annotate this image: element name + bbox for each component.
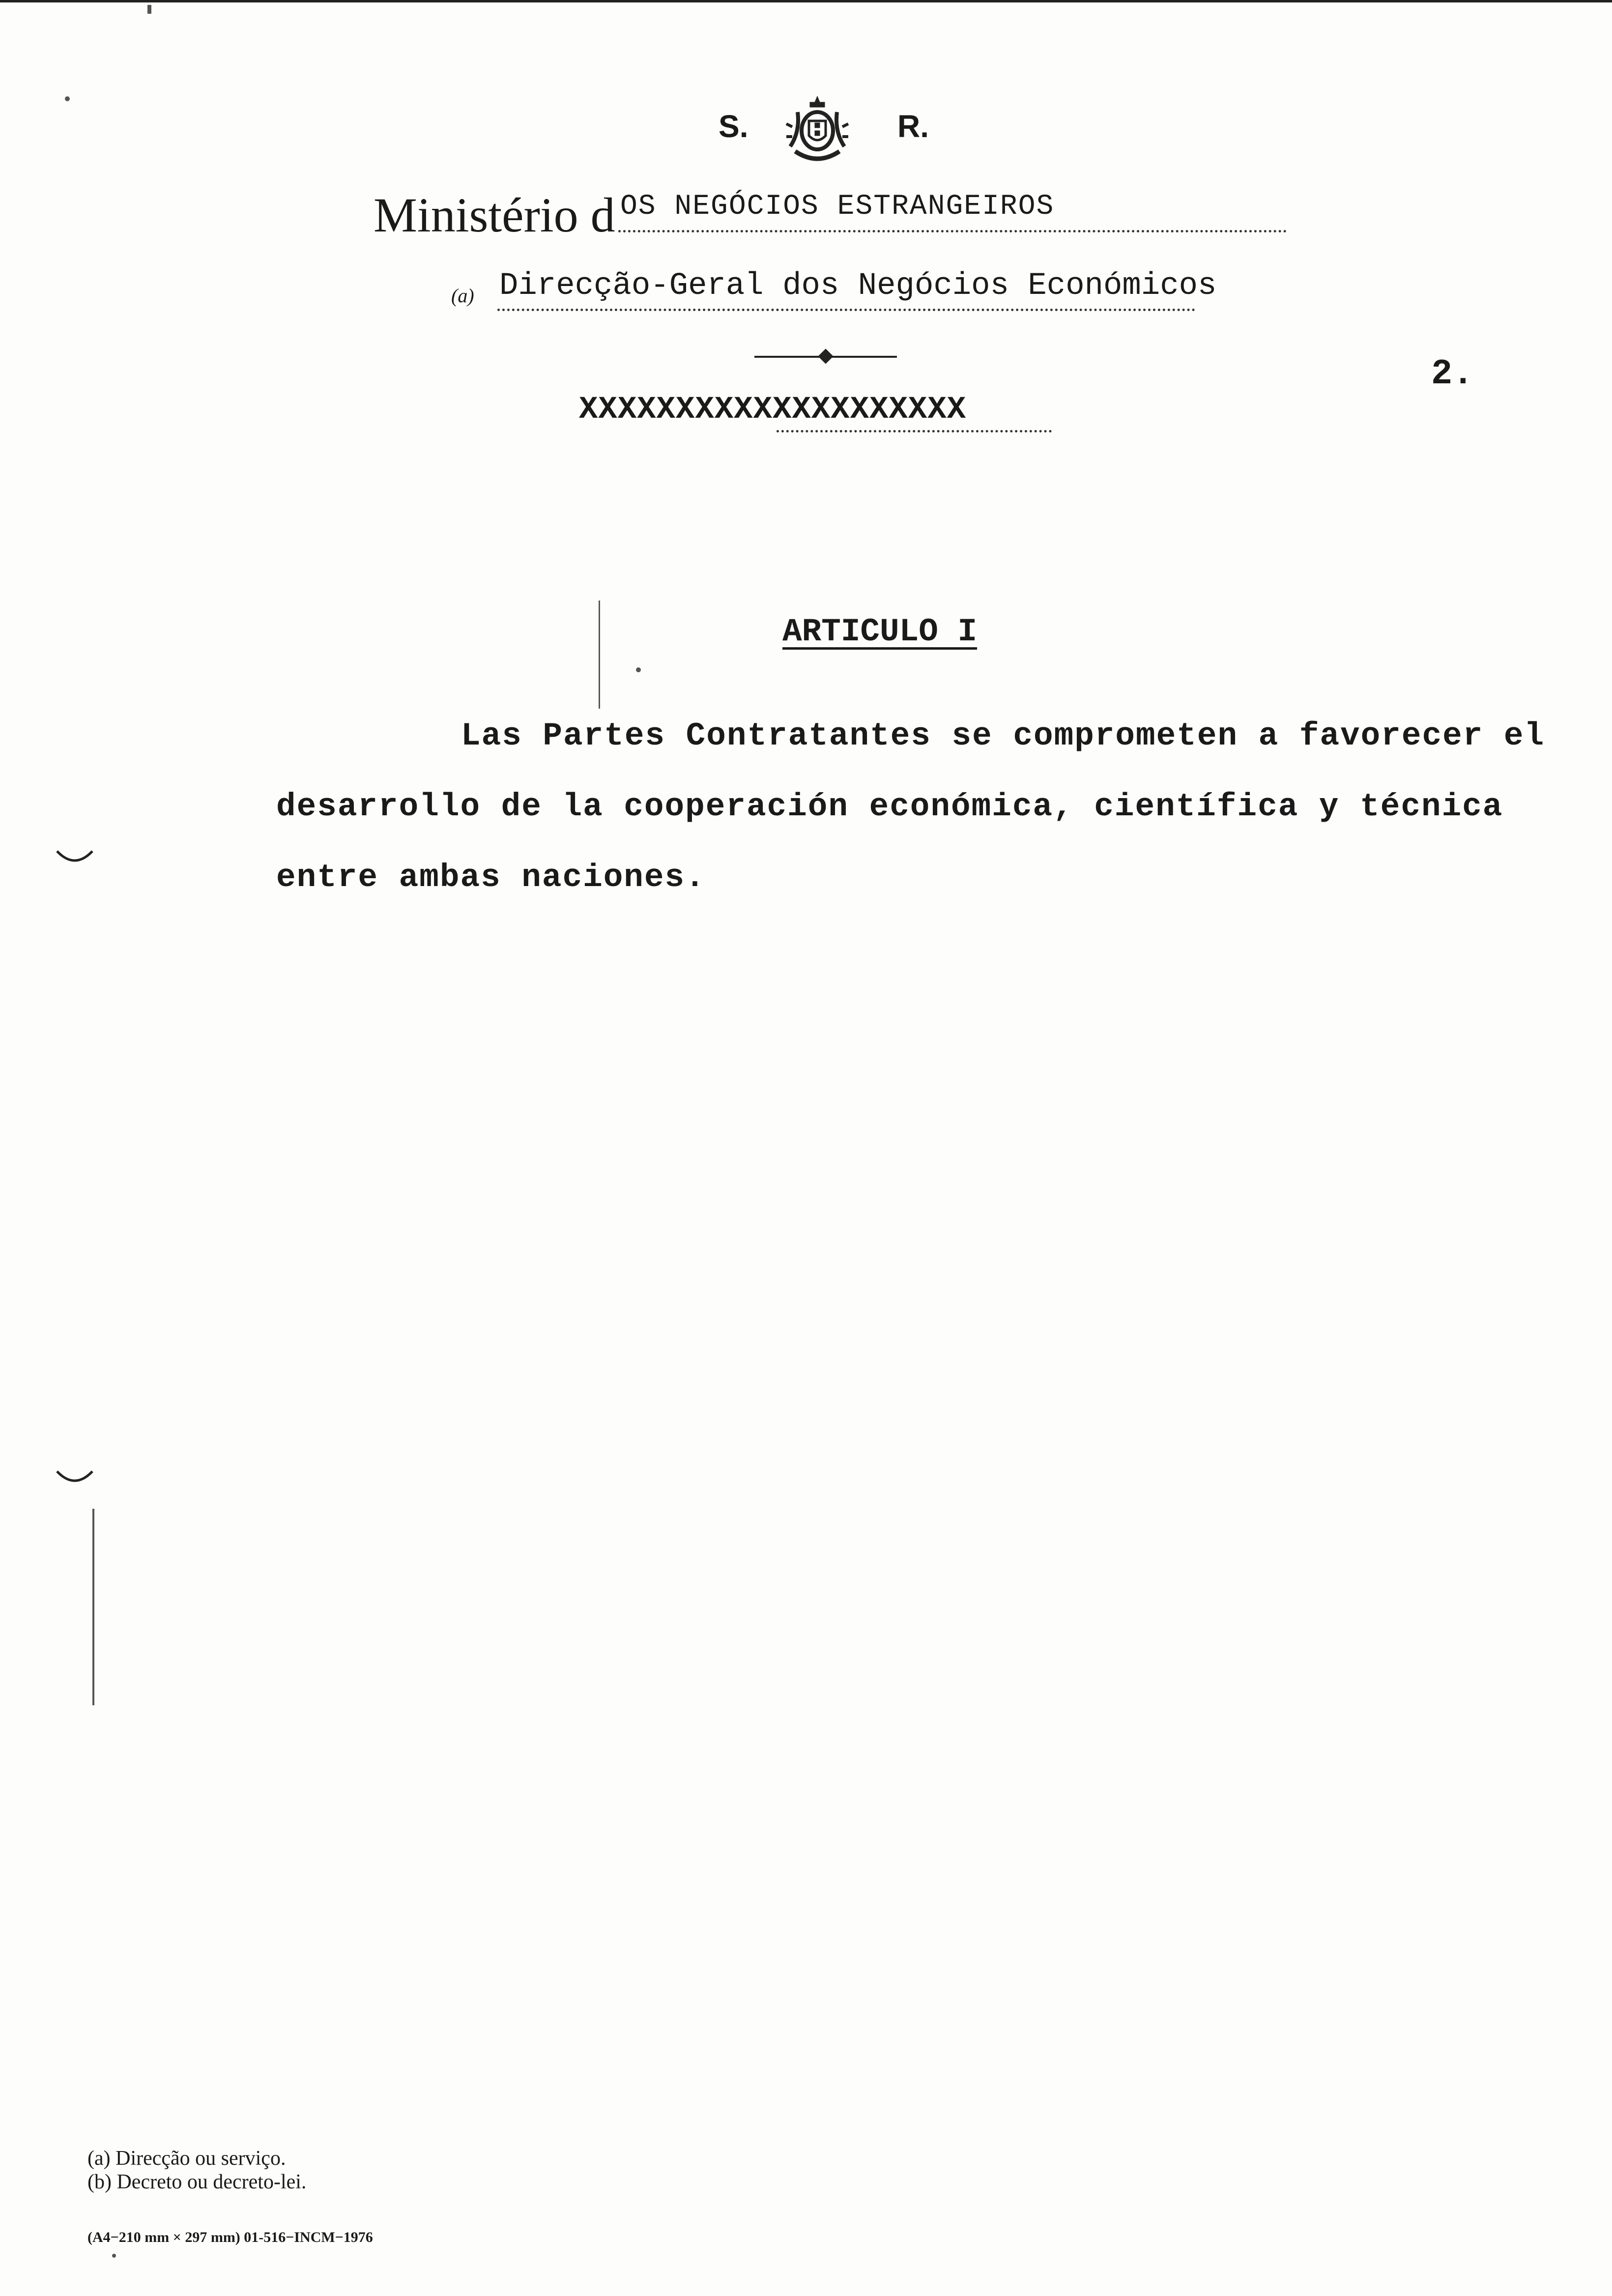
form-code: (A4−210 mm × 297 mm) 01-516−INCM−1976 bbox=[87, 2229, 373, 2245]
footnote-a: (a) Direcção ou serviço. bbox=[87, 2147, 286, 2170]
direction-prefix: (a) bbox=[451, 285, 474, 307]
ministry-value: OS NEGÓCIOS ESTRANGEIROS bbox=[620, 191, 1055, 223]
hole-punch-mark bbox=[55, 848, 94, 868]
scan-artifact-line bbox=[92, 1509, 94, 1705]
article-1-line-2: desarrollo de la cooperación económica, científica y técnica bbox=[276, 788, 1503, 825]
direction-value: Direcção-Geral dos Negócios Económicos bbox=[499, 268, 1217, 304]
ministry-label: Ministério d bbox=[374, 188, 615, 242]
decree-dotted-line bbox=[777, 430, 1052, 432]
article-1-line-3: entre ambas naciones. bbox=[276, 859, 706, 896]
decree-line: XXXXXXXXXXXXXXXXXXXX bbox=[579, 392, 967, 428]
article-1-heading: ARTICULO I bbox=[782, 613, 978, 650]
direction-dotted-line bbox=[497, 309, 1195, 311]
top-border-line bbox=[0, 0, 1612, 2]
article-1-line-1: Las Partes Contratantes se comprometen a favorecer el bbox=[461, 718, 1545, 754]
ministry-dotted-line bbox=[618, 230, 1287, 232]
separator-diamond bbox=[818, 348, 833, 364]
coat-of-arms-icon bbox=[785, 92, 849, 166]
page-number: 2. bbox=[1431, 354, 1474, 394]
footnote-b: (b) Decreto ou decreto-lei. bbox=[87, 2171, 307, 2193]
scan-speck bbox=[636, 667, 641, 672]
scan-speck bbox=[147, 5, 151, 14]
hole-punch-mark bbox=[55, 1468, 94, 1488]
scan-speck bbox=[112, 2254, 116, 2258]
s-letter: S. bbox=[719, 109, 748, 144]
scan-artifact-line bbox=[599, 601, 600, 709]
scan-speck bbox=[65, 96, 70, 101]
r-letter: R. bbox=[897, 109, 929, 144]
